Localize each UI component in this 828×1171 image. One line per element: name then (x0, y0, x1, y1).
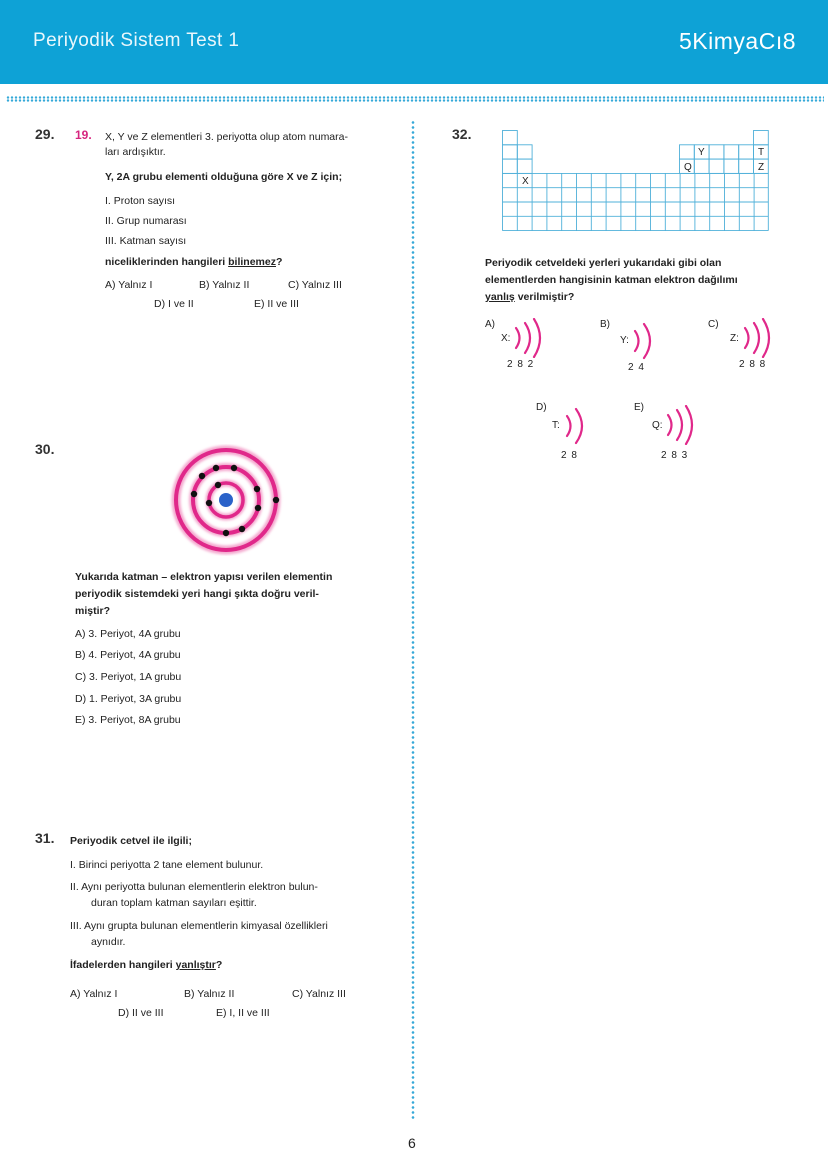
electron (231, 465, 237, 471)
element-symbol: Z: (730, 333, 739, 344)
periodic-table-grid (502, 130, 772, 232)
ask-text: İfadelerden hangileri (70, 959, 176, 971)
option-letter: B) (600, 319, 610, 330)
question-number: 32. (452, 126, 472, 142)
electron-count: 2 8 (561, 450, 578, 461)
option-b[interactable]: B) Yalnız II (199, 279, 250, 291)
nucleus (219, 493, 233, 507)
question-stem: Periyodik cetvel ile ilgili; (70, 835, 192, 847)
question-stem: Yukarıda katman – elektron yapısı verilen elementin (75, 571, 333, 583)
atom-shell-diagram (168, 444, 284, 556)
option-a[interactable]: A) Yalnız I (105, 279, 153, 291)
inner-question-number: 19. (75, 128, 92, 142)
electron-count: 2 4 (628, 362, 645, 373)
ask-text: niceliklerinden hangileri (105, 256, 229, 268)
option-letter: E) (634, 402, 644, 413)
question-ask (105, 255, 282, 269)
electron-count: 2 8 8 (739, 359, 767, 370)
electron (199, 473, 205, 479)
ask-underlined: bilinemez (228, 256, 276, 268)
option-c[interactable]: C) Yalnız III (292, 988, 346, 1000)
option-d[interactable]: D) I ve II (154, 298, 194, 310)
table-label-z: Z (758, 162, 765, 173)
table-label-t: T (758, 147, 765, 158)
ask-end: ? (275, 256, 283, 268)
option-d[interactable]: D) II ve III (118, 1007, 164, 1019)
electron (223, 530, 229, 536)
option-letter: A) (485, 319, 495, 330)
question-stem-cont: elementlerden hangisinin katman elektron dağılımı (485, 274, 738, 286)
column-separator (411, 120, 415, 1120)
shell-arcs (563, 406, 589, 446)
shell-arcs (512, 318, 546, 358)
question-stem-cont: ları ardışıktır. (105, 146, 166, 158)
question-stem: Periyodik cetveldeki yerleri yukarıdaki gibi olan (485, 257, 722, 269)
ask-end: ? (215, 959, 223, 971)
question-number: 31. (35, 830, 55, 846)
option-e[interactable]: E) 3. Periyot, 8A grubu (75, 714, 181, 726)
option-c[interactable]: C) Yalnız III (288, 279, 342, 291)
item-3: III. Katman sayısı (105, 235, 187, 247)
shell-arcs (741, 318, 777, 358)
table-label-x: X (522, 176, 529, 187)
shell-arcs (664, 405, 700, 445)
element-symbol: T: (552, 420, 560, 431)
question-ask (70, 958, 222, 972)
element-symbol: Y: (620, 335, 629, 346)
electron (254, 486, 260, 492)
item-3-cont: aynıdır. (91, 936, 126, 948)
item-1: I. Proton sayısı (105, 195, 176, 207)
table-label-q: Q (684, 162, 692, 173)
ask-underlined: yanlıştır (175, 959, 216, 971)
question-premise: Y, 2A grubu elementi olduğuna göre X ve Z için; (105, 171, 343, 183)
item-3: III. Aynı grupta bulunan elementlerin kimyasal özellikleri (70, 920, 328, 932)
option-letter: C) (708, 319, 719, 330)
electron-count: 2 8 3 (661, 450, 689, 461)
option-c[interactable]: C) 3. Periyot, 1A grubu (75, 671, 182, 683)
question-stem-cont: periyodik sistemdeki yeri hangi şıkta doğru veril- (75, 588, 319, 600)
electron (215, 482, 221, 488)
electron (206, 500, 212, 506)
table-label-y: Y (698, 147, 705, 158)
electron (255, 505, 261, 511)
question-number: 29. (35, 126, 55, 142)
option-a[interactable]: A) 3. Periyot, 4A grubu (75, 628, 181, 640)
item-2: II. Aynı periyotta bulunan elementlerin elektron bulun- (70, 881, 318, 893)
option-e[interactable]: E) II ve III (254, 298, 299, 310)
shell-arcs (631, 321, 657, 361)
question-stem-end (485, 290, 574, 304)
electron (213, 465, 219, 471)
element-symbol: X: (501, 333, 511, 344)
option-d[interactable]: D) 1. Periyot, 3A grubu (75, 693, 182, 705)
element-symbol: Q: (652, 420, 663, 431)
stem-tail: verilmiştir? (514, 291, 575, 303)
page-header (0, 0, 828, 84)
electron (273, 497, 279, 503)
electron-count: 2 8 2 (507, 359, 535, 370)
option-letter: D) (536, 402, 547, 413)
electron (239, 526, 245, 532)
question-stem-end: miştir? (75, 605, 111, 617)
brand-logo: 5KimyaCı8 (679, 28, 796, 54)
option-a[interactable]: A) Yalnız I (70, 988, 118, 1000)
question-stem: X, Y ve Z elementleri 3. periyotta olup atom numara- (105, 131, 348, 143)
item-2: II. Grup numarası (105, 215, 187, 227)
item-2-cont: duran toplam katman sayıları eşittir. (91, 897, 257, 909)
option-e[interactable]: E) I, II ve III (216, 1007, 270, 1019)
electron (191, 491, 197, 497)
option-b[interactable]: B) 4. Periyot, 4A grubu (75, 649, 181, 661)
stem-underlined: yanlış (485, 291, 515, 303)
page-number: 6 (408, 1135, 416, 1151)
option-b[interactable]: B) Yalnız II (184, 988, 235, 1000)
question-number: 30. (35, 441, 55, 457)
item-1: I. Birinci periyotta 2 tane element bulunur. (70, 859, 264, 871)
test-title: Periyodik Sistem Test 1 (33, 30, 240, 51)
dotted-divider (6, 96, 824, 102)
